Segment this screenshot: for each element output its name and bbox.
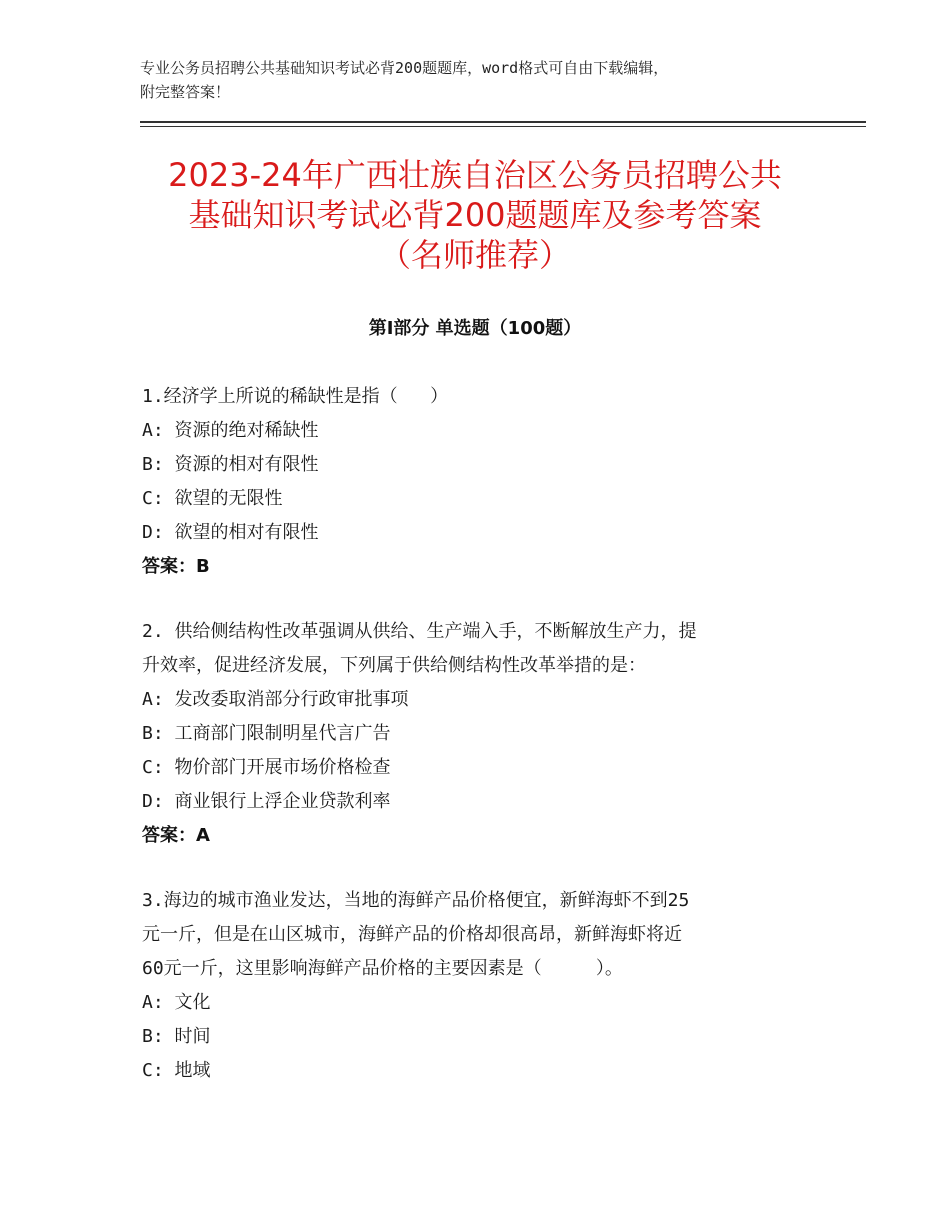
option-d: D: 商业银行上浮企业贷款利率	[142, 791, 391, 812]
section-heading: 第Ⅰ部分 单选题（100题）	[368, 318, 582, 339]
option-c: C: 欲望的无限性	[142, 488, 283, 509]
option-b: B: 资源的相对有限性	[142, 454, 319, 475]
header-divider	[140, 121, 866, 123]
document-title	[120, 155, 830, 275]
question-stem-line2: 元一斤，但是在山区城市，海鲜产品的价格却很高昂，新鲜海虾将近	[142, 924, 682, 945]
header-divider-thin	[140, 126, 866, 127]
question-stem-line3: 60元一斤，这里影响海鲜产品价格的主要因素是（ ）。	[142, 958, 623, 979]
option-c: C: 物价部门开展市场价格检查	[142, 757, 391, 778]
question-3	[142, 884, 812, 1088]
option-a: A: 资源的绝对稀缺性	[142, 420, 319, 441]
title-line2: 基础知识考试必背200题题库及参考答案	[188, 196, 762, 234]
option-d: D: 欲望的相对有限性	[142, 522, 319, 543]
title-line3: （名师推荐）	[378, 236, 571, 274]
option-c: C: 地域	[142, 1060, 211, 1081]
option-a: A: 文化	[142, 992, 211, 1013]
option-b: B: 工商部门限制明星代言广告	[142, 723, 391, 744]
question-stem-line1: 3.海边的城市渔业发达，当地的海鲜产品价格便宜，新鲜海虾不到25	[142, 890, 690, 911]
question-stem-line2: 升效率，促进经济发展，下列属于供给侧结构性改革举措的是：	[142, 655, 646, 676]
question-stem-line1: 2. 供给侧结构性改革强调从供给、生产端入手，不断解放生产力，提	[142, 621, 697, 642]
question-list	[142, 380, 812, 1119]
question-stem: 1.经济学上所说的稀缺性是指（ ）	[142, 386, 449, 407]
title-line1: 2023-24年广西壮族自治区公务员招聘公共	[168, 156, 782, 194]
option-a: A: 发改委取消部分行政审批事项	[142, 689, 409, 710]
header-note-line2: 附完整答案！	[140, 83, 231, 101]
question-1	[142, 380, 812, 584]
header-note	[140, 56, 820, 104]
answer-label: 答案：A	[142, 825, 210, 846]
option-b: B: 时间	[142, 1026, 211, 1047]
answer-label: 答案：B	[142, 556, 210, 577]
question-2	[142, 615, 812, 853]
header-note-line1: 专业公务员招聘公共基础知识考试必背200题题库，word格式可自由下载编辑，	[140, 59, 669, 77]
